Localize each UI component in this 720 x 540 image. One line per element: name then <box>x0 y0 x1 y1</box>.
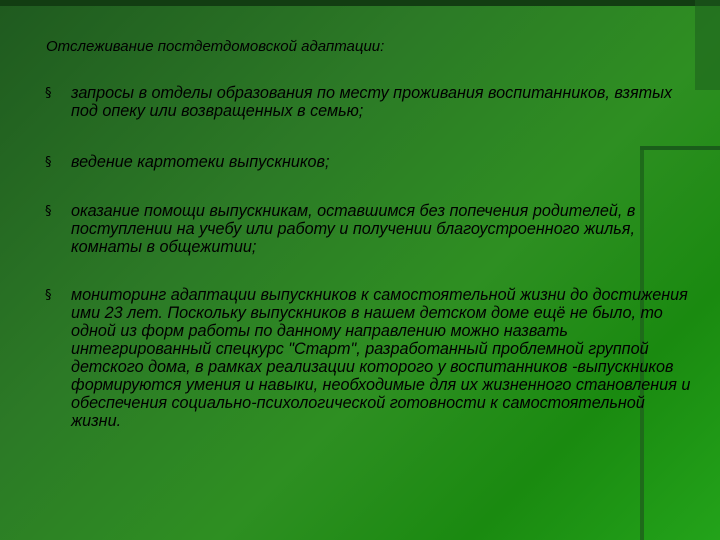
bullet-icon: § <box>45 86 52 101</box>
list-item-text: запросы в отделы образования по месту проживания воспитанников, взятых под опеку или возвращенных в семью; <box>71 84 673 120</box>
list-item <box>45 153 691 172</box>
decorative-corner-shade <box>695 0 720 90</box>
bullet-icon: § <box>45 204 52 219</box>
list-item <box>45 286 691 430</box>
list-item-text: ведение картотеки выпускников; <box>71 153 330 171</box>
top-band <box>0 0 720 6</box>
list-item <box>45 202 691 256</box>
list-item-text: мониторинг адаптации выпускников к самостоятельной жизни до достижения ими 23 лет. Поскольку выпускников в нашем детском доме ещё не было, то одной из форм работы по данному направлению можно назвать интегрированный спецкурс "Старт", разработанный проблемной группой детского дома, в рамках реализации которого у воспитанников -выпускников формируются умения и навыки, необходимые для их жизненного становления и обеспечения социально-психологической готовности к самостоятельной жизни. <box>71 286 691 430</box>
list-item-text: оказание помощи выпускникам, оставшимся без попечения родителей, в поступлении на учебу или работу и получении благоустроенного жилья, комнаты в общежитии; <box>71 202 636 256</box>
decorative-stripe-horizontal <box>640 146 720 150</box>
slide-title: Отслеживание постдетдомовской адаптации: <box>46 38 385 55</box>
bullet-icon: § <box>45 155 52 170</box>
list-item <box>45 84 691 120</box>
bullet-icon: § <box>45 288 52 303</box>
